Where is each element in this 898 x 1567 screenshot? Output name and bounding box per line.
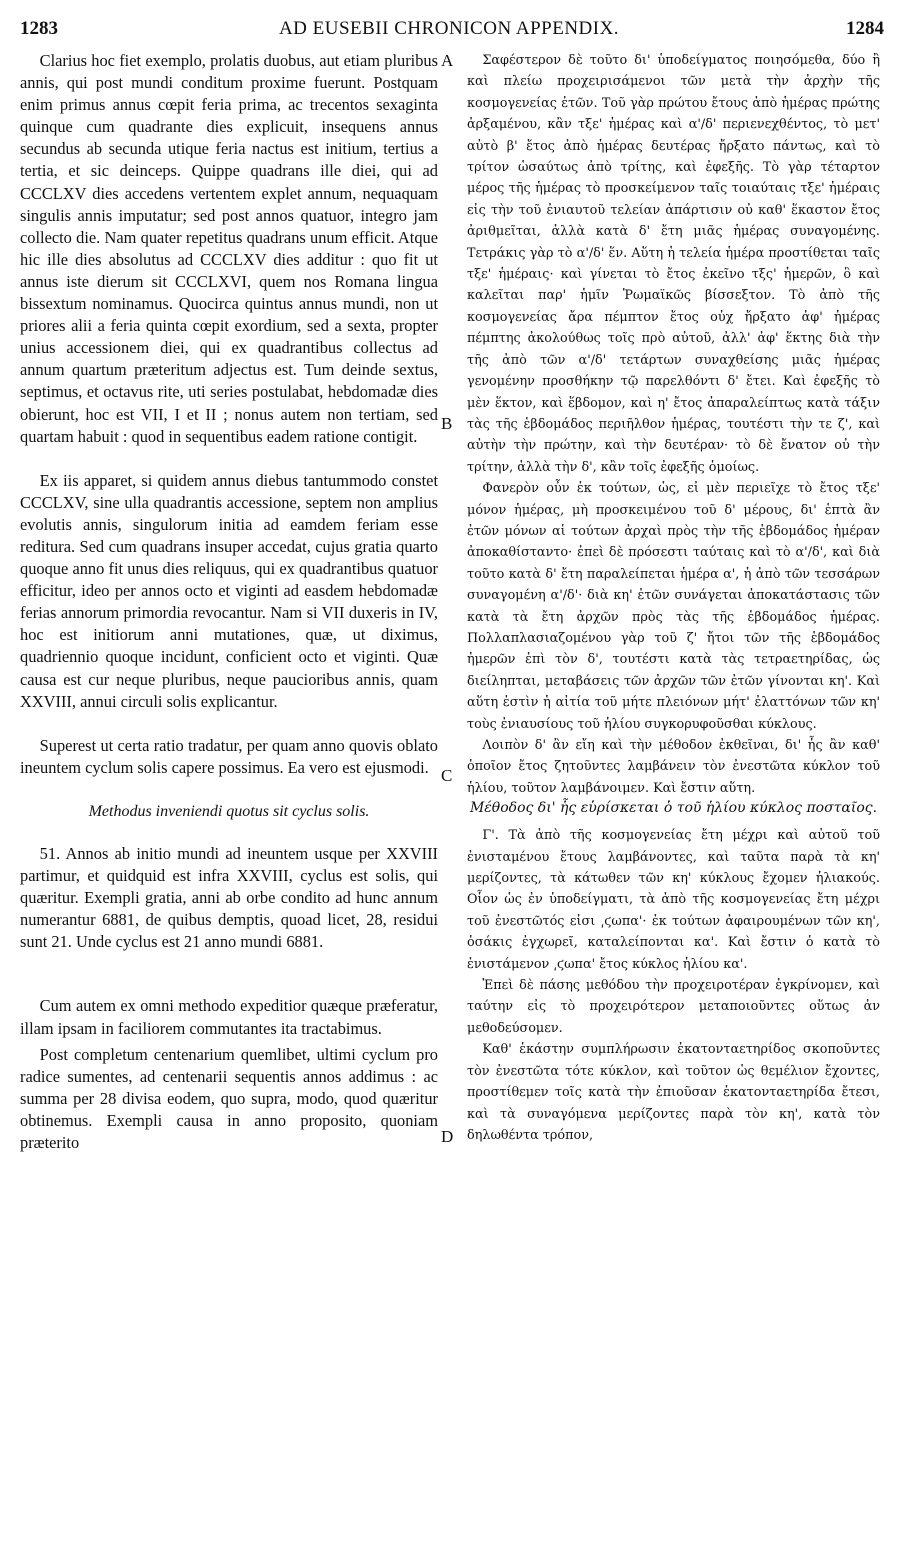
latin-column [20,50,438,1154]
greek-section-heading: Μέθοδος δι' ἧς εὑρίσκεται ὁ τοῦ ἡλίου κύκλος ποσταῖος. [469,800,878,817]
page-number-right: 1284 [846,18,884,39]
greek-paragraph: Γ'. Τὰ ἀπὸ τῆς κοσμογενείας ἔτη μέχρι καὶ αὐτοῦ τοῦ ἐνισταμένου ἔτους λαμβάνοντες, καὶ ταῦτα παρὰ τὰ κη' μερίζοντες, τὰ κάτωθεν τῶν κη' κύκλους ἔχομεν ἡλιακούς. Οἷον ὡς ἐν ὑποδείγματι, τὰ ἀπὸ τῆς κοσμογενείας ἔτη μέχρι τοῦ ἐνεστῶτός εἰσι ͵ϛωπα'· ἐκ τούτων ἀφαιρουμένων τῶν κη', ὁσάκις ἐγχωρεῖ, καταλείπονται κα'. Καὶ ἔστιν ὁ κατὰ τὸ ἐνιστάμενον ͵ϛωπα' ἔτος κύκλος ἡλίου κα'. [467,828,880,972]
greek-paragraph: Λοιπὸν δ' ἂν εἴη καὶ τὴν μέθοδον ἐκθεῖναι, δι' ἧς ἂν καθ' ὁποῖον ἔτος ζητοῦντες λαμβάνειν τὸν ἐνεστῶτα κύκλον τοῦ ἡλίου, τοῦτον λαμβάνοιμεν. Καὶ ἔστιν αὕτη. [467,738,880,796]
greek-column [467,50,880,1146]
latin-paragraph: Ex iis apparet, si quidem annus diebus tantummodo constet CCCLXV, sine ulla quadrantis accessione, septem non amplius evolutis annis, singulorum initia ad eamdem feriam esse reditura. Sed cum quadrans insuper accedat, cujus gratia quarto quoque anno fit unus dies reliquus, qui ex quadrantibus quatuor efficitur, ideo per annos octo et viginti ad easdem hebdomadæ ferias annorum primordia revocantur. Nam si VII duxeris in IV, hoc est initiorum anni mutationes, quæ, ut diximus, quadriennio quoque incidunt, conficient octo et viginti. Quæ causa est cur neque pluribus, neque paucioribus annis, quam XXVIII, annui circuli solis explicantur. [20,470,438,711]
margin-marker-a: A [441,51,454,70]
page-number-left: 1283 [20,18,58,39]
latin-paragraph: 51. Annos ab initio mundi ad ineuntem usque per XXVIII partimur, et quidquid est infra XXVIII, cyclus est solis, qui quæritur. Exempli gratia, anni ab orbe condito ad hunc annum numerantur 6881, de quibus demptis, quoad licet, 28, residui sunt 21. Unde cyclus est 21 anno mundi 6881. [20,844,438,952]
greek-paragraph: Σαφέστερον δὲ τοῦτο δι' ὑποδείγματος ποιησόμεθα, δύο ἢ καὶ πλείω προχειρισάμενοι τῶν μετὰ τὴν ἀρχὴν τῆς κοσμογενείας ἐτῶν. Τοῦ γὰρ πρώτου ἔτους ἀπὸ ἡμέρας πρώτης ἀρξαμένου, κἂν τξε' ἡμέρας καὶ α'/δ' περιενεχθέντος, τὸ μετ' αὐτὸ β' ἔτος ἀπὸ ἡμέρας δευτέρας ἤρξατο πάντως, καὶ τὸ τρίτον ὡσαύτως ἀπὸ τρίτης, καὶ ἐφεξῆς. Τὸ γὰρ τέταρτον μέρος τῆς ἡμέρας τὸ προσκείμενον ταῖς τοιαύταις τξε' ἡμέραις εἰς τὴν τοῦ ἐνιαυτοῦ τελείαν ἀπάρτισιν οὐ καθ' ἕκαστον ἔτος ἀριθμεῖται, ἀλλὰ κατὰ δ' ἔτη μιᾶς ἡμέρας συναγομένης. Τετράκις γὰρ τὸ α'/δ' ἕν. Αὕτη ἡ τελεία ἡμέρα προστίθεται ταῖς τξε' ἡμέραις· καὶ γίνεται τὸ ἔτος ἐκεῖνο τξς' ἡμερῶν, ὃ καὶ καλεῖται παρ' ἡμῖν Ῥωμαϊκῶς βίσσεξτον. Τὸ ἀπὸ τῆς κοσμογενείας ἄρα πέμπτον ἔτος οὐχ ἤρξατο ἀφ' ἡμέρας πέμπτης ἀκολούθως τοῖς πρὸ αὐτοῦ, ἀλλ' ἀφ' ἕκτης διὰ τὴν τῆς ἀπὸ τῶν α'/δ' τετάρτων συναχθείσης μιᾶς ἡμέρας γενομένην προσθήκην τῷ παρελθόντι δ' ἔτει. Καὶ ἐφεξῆς τὸ μὲν ἕκτον, καὶ ἕβδομον, καὶ η' ἔτος ἀπαραλείπτως κατὰ τάξιν τὰς τῆς ἑβδομάδος περιῆλθον ἡμέρας, τουτέστι τὴν τε ζ', καὶ αὐτὴν τὴν πρώτην, καὶ τὴν δευτέραν· τὸ δὲ ἔνατον οὐ τὴν τρίτην, ἀλλὰ τὴν δ', κἂν τοῖς ἐφεξῆς ὁμοίως. [467,53,880,475]
latin-paragraph: Post completum centenarium quemlibet, ultimi cyclum pro radice sumentes, ad centenarii sequentis annos addimus : ac summa per 28 divisa eodem, quo supra, modo, quod quæritur obtinemus. Exempli causa in anno proposito, quoniam præterito [20,1044,438,1153]
latin-paragraph: Clarius hoc fiet exemplo, prolatis duobus, aut etiam pluribus annis, qui post mundi conditum proxime fuerunt. Postquam enim primus annus cœpit feria prima, ac trecentos sexaginta quinque cum quadrante dies explicuit, insequens annus secundus ab secunda utique feria nactus est initium, tertius a tertia, et sic deinceps. Quippe quadrans ille diei, qui ad CCCLXV dies accedens vertentem explet annum, nequaquam singulis annis imputatur; sed post annos quatuor, integro jam collecto die. Nam quater repetitus quadrans unum efficit. Atque hic ille dies absolutus ad CCCLXV dies additur : quo fit ut annus iste dierum sit CCCLXVI, quem nos Romana lingua bissextum nominamus. Quocirca quintus annus mundi, non ut priores alii a feria quinta cœpit exordium, sed a sexta, propter unius accessionem diei, qui ex quadrantibus collectus ad annum quartum præteritum adjectus est. Tum deinde sextus, septimus, et octavus rite, uti series postulabat, hebdomadæ dies obierunt, hoc est VII, I et II ; nonus autem non tertiam, sed quartam habuit : quod in sequentibus eadem ratione contigit. [20,51,438,446]
greek-paragraph: Φανερὸν οὖν ἐκ τούτων, ὡς, εἰ μὲν περιεῖχε τὸ ἔτος τξε' μόνον ἡμέρας, μὴ προσκειμένου τοῦ δ' μέρους, δι' ἑπτὰ ἂν ἐτῶν μόνων αἱ τούτων ἀρχαὶ πρὸς τὴν τῆς ἑβδομάδος ἡμέραν ἀποκαθίσταντο· ἐπεὶ δὲ πρόσεστι ταύταις καὶ τὸ α'/δ', καὶ διὰ τοῦτο κατὰ δ' ἔτη παραλείπεται ἡμέρα α', ἡ ἀπὸ τῶν τεσσάρων συναγομένη α'/δ'· διὰ κη' ἐτῶν συνάγεται ἀποκατάστασις τῶν κατὰ τὰ ἔτη ἀρχῶν πρὸς τὰς τῆς ἑβδομάδος ἡμέρας. Πολλαπλασιαζομένου γὰρ τοῦ ζ' ἤτοι τῶν τῆς ἑβδομάδος ἡμερῶν ἐπὶ τὸν δ', τουτέστι κατὰ τὰς τετραετηρίδας, ὡς διείληπται, μεταβάσεις τῶν ἀρχῶν τῶν ἐτῶν γίνονται κη'. Καὶ αὕτη ἐστὶν ἡ αἰτία τοῦ μήτε πλειόνων μήτ' ἐλαττόνων τῶν κη' τοὺς ἐνιαυσίους τοῦ ἡλίου συγκορυφοῦσθαι κύκλους. [467,481,880,732]
page-header [0,8,898,48]
greek-paragraph: Καθ' ἑκάστην συμπλήρωσιν ἑκατονταετηρίδος σκοποῦντες τὸν ἐνεστῶτα τότε κύκλον, καὶ τοῦτον ὡς θεμέλιον ἔχοντες, προστίθεμεν τοῖς κατὰ τὴν ἐπιοῦσαν ἑκατονταετηρίδα ἔτεσι, καὶ τὰ συναγόμενα μερίζοντες παρὰ τὸν κη', κατὰ τὸν δηλωθέντα τρόπον, [467,1042,880,1143]
latin-paragraph: Cum autem ex omni methodo expeditior quæque præferatur, illam ipsam in faciliorem commutantes ita tractabimus. [20,996,438,1038]
greek-paragraph: Ἐπεὶ δὲ πάσης μεθόδου τὴν προχειροτέραν ἐγκρίνομεν, καὶ ταύτην εἰς τὸ προχειρότερον μεταποιοῦντες οὕτως ἀν μεθοδεύσομεν. [467,978,880,1036]
latin-paragraph: Superest ut certa ratio tradatur, per quam anno quovis oblato ineuntem cyclum solis capere possimus. Ea vero est ejusmodi. [20,735,438,777]
margin-marker-b: B [441,414,453,433]
margin-marker-c: C [441,766,453,785]
running-title: AD EUSEBII CHRONICON APPENDIX. [278,18,620,39]
latin-section-heading: Methodus inveniendi quotus sit cyclus solis. [88,802,370,820]
margin-marker-d: D [441,1127,454,1146]
